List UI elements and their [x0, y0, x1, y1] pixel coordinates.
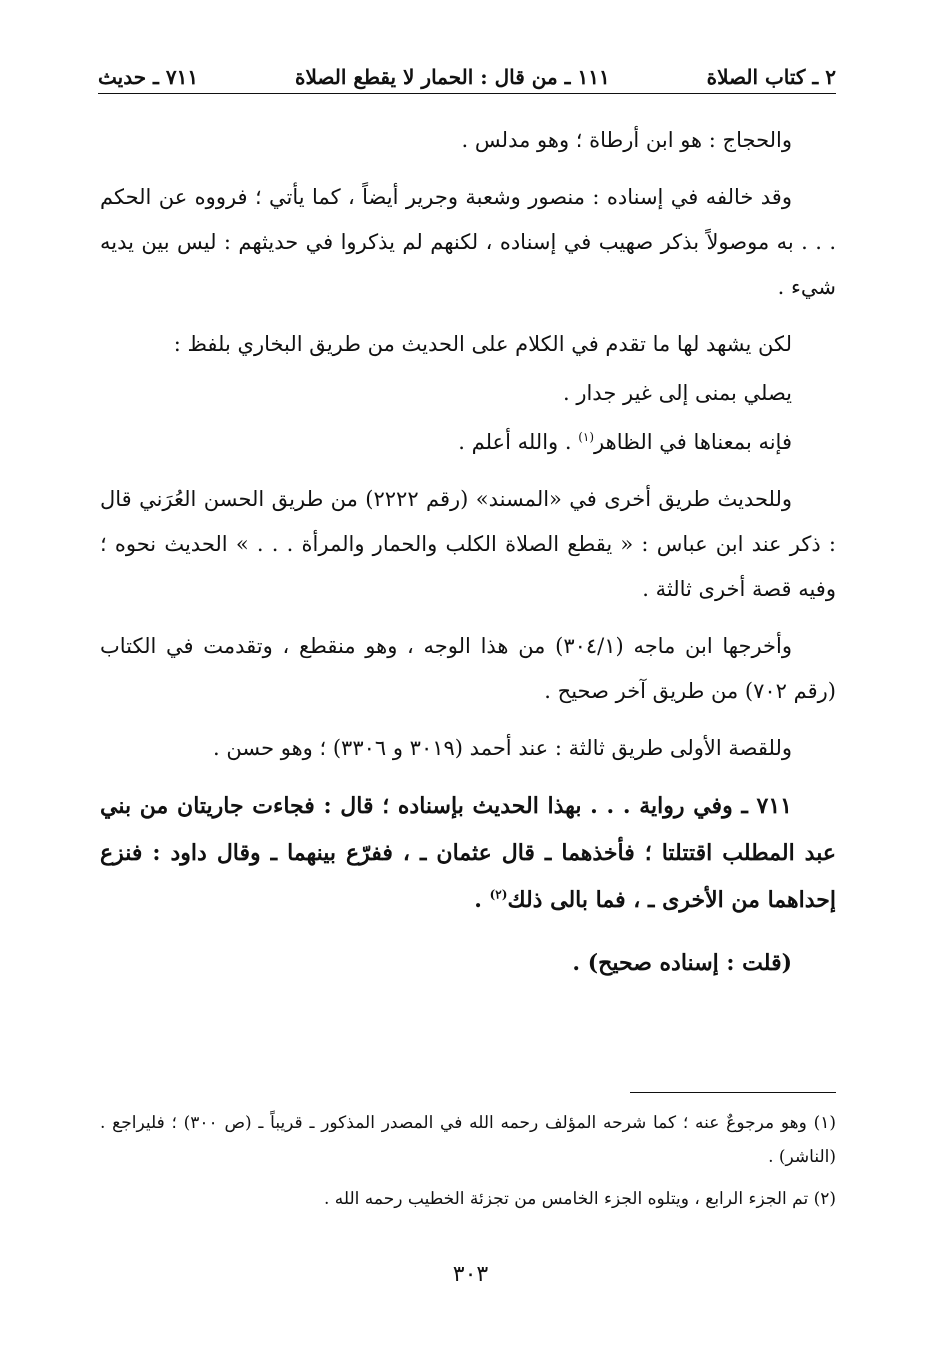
- meaning-end: . والله أعلم .: [458, 430, 579, 454]
- footnote-separator: [630, 1092, 836, 1093]
- footnotes: [100, 1106, 836, 1224]
- header-chapter: ٢ ـ كتاب الصلاة: [706, 65, 836, 89]
- hadith-grading: (قلت : إسناده صحيح) .: [572, 950, 792, 976]
- hadith-text: ٧١١ ـ وفي رواية . . . بهذا الحديث بإسناده ؛ قال : فجاءت جاريتان من بني عبد المطلب اقتتلتا ؛ فأخذهما ـ قال عثمان ـ ، ففرّع بينهما ـ وقال داود : فنزع إحداهما من الأخرى ـ ، فما بالى ذلك: [100, 793, 836, 913]
- meaning-text: فإنه بمعناها في الظاهر: [594, 430, 792, 454]
- footnote-1: (١) وهو مرجوعٌ عنه ؛ كما شرحه المؤلف رحمه الله في المصدر المذكور ـ قريباً ـ (ص ٣٠٠) ؛ فليراجع . (الناشر) .: [100, 1113, 836, 1167]
- header-section: ١١١ ـ من قال : الحمار لا يقطع الصلاة: [294, 65, 610, 89]
- hadith-711: [100, 783, 836, 924]
- paragraph-meaning: [100, 420, 836, 465]
- footnote-2: (٢) تم الجزء الرابع ، ويتلوه الجزء الخامس من تجزئة الخطيب رحمه الله .: [323, 1189, 836, 1209]
- footnote-mark-1[interactable]: (١): [578, 430, 595, 444]
- paragraph-shahid: لكن يشهد لها ما تقدم في الكلام على الحديث من طريق البخاري بلفظ :: [173, 332, 792, 356]
- hadith-end: .: [474, 887, 490, 913]
- footnote-mark-2[interactable]: (٢): [489, 887, 508, 902]
- paragraph-ibn-majah: وأخرجها ابن ماجه (٣٠٤/١) من هذا الوجه ، وهو منقطع ، وتقدمت في الكتاب (رقم ٧٠٢) من طريق آخر صحيح .: [100, 634, 836, 703]
- paragraph-isnad-dispute: وقد خالفه في إسناده : منصور وشعبة وجرير أيضاً ، كما يأتي ؛ فرووه عن الحكم . . . به موصولاً بذكر صهيب في إسناده ، لكنهم لم يذكروا في حديثهم : ليس بين يديه شيء .: [100, 185, 836, 299]
- paragraph-quote: يصلي بمنى إلى غير جدار .: [562, 381, 792, 405]
- main-text: [100, 118, 836, 1003]
- paragraph-musnad: وللحديث طريق أخرى في «المسند» (رقم ٢٢٢٢) من طريق الحسن العُرَني قال : ذكر عند ابن عباس : « يقطع الصلاة الكلب والحمار والمرأة . . . » الحديث نحوه ؛ وفيه قصة أخرى ثالثة .: [100, 487, 836, 601]
- header-hadith-ref: ٧١١ ـ حديث: [98, 65, 199, 89]
- paragraph-hajjaj: والحجاج : هو ابن أرطاة ؛ وهو مدلس .: [461, 128, 792, 152]
- paragraph-ahmad: وللقصة الأولى طريق ثالثة : عند أحمد (٣٠١٩ و ٣٣٠٦) ؛ وهو حسن .: [213, 736, 792, 760]
- page-number: ٣٠٣: [452, 1262, 489, 1287]
- running-header: [98, 58, 836, 94]
